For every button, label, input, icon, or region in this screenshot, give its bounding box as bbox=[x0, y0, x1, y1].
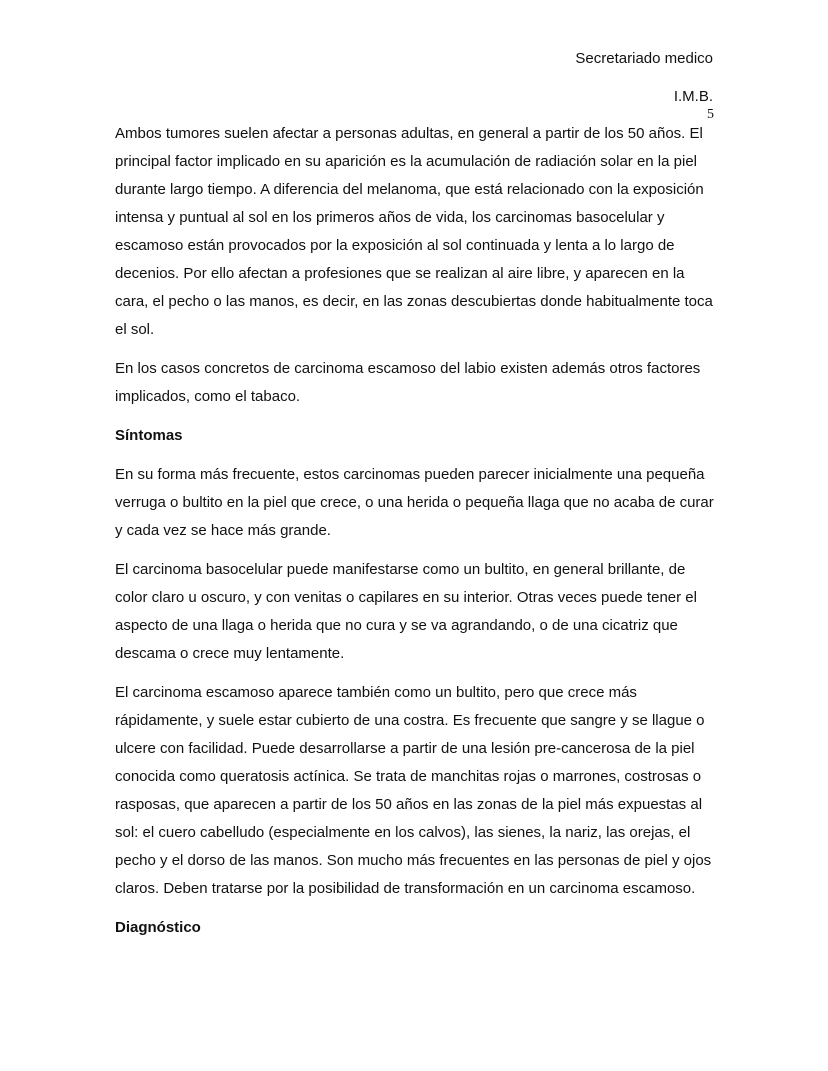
heading-symptoms: Síntomas bbox=[115, 427, 183, 444]
document-body bbox=[115, 120, 715, 953]
header-initials: I.M.B. bbox=[673, 88, 713, 105]
heading-diagnosis: Diagnóstico bbox=[115, 919, 201, 936]
page-number: 5 bbox=[707, 107, 714, 122]
paragraph-symptoms-general: En su forma más frecuente, estos carcinomas pueden parecer inicialmente una pequeña verruga o bultito en la piel que crece, o una herida o pequeña llaga que no acaba de curar y cada vez se hace más grande. bbox=[115, 466, 714, 539]
paragraph-lip-carcinoma: En los casos concretos de carcinoma escamoso del labio existen además otros factores implicados, como el tabaco. bbox=[115, 360, 701, 405]
paragraph-causes: Ambos tumores suelen afectar a personas adultas, en general a partir de los 50 años. El principal factor implicado en su aparición es la acumulación de radiación solar en la piel durante largo tiempo. A diferencia del melanoma, que está relacionado con la exposición intensa y puntual al sol en los primeros años de vida, los carcinomas basocelular y escamoso están provocados por la exposición al sol continuada y lenta a lo largo de decenios. Por ello afectan a profesiones que se realizan al aire libre, y aparecen en la cara, el pecho o las manos, es decir, en las zonas descubiertas donde habitualmente toca el sol. bbox=[115, 125, 713, 338]
paragraph-squamous-cell: El carcinoma escamoso aparece también como un bultito, pero que crece más rápidamente, y suele estar cubierto de una costra. Es frecuente que sangre y se llague o ulcere con facilidad. Puede desarrollarse a partir de una lesión pre-cancerosa de la piel conocida como queratosis actínica. Se trata de manchitas rojas o marrones, costrosas o rasposas, que aparecen a partir de los 50 años en las zonas de la piel más expuestas al sol: el cuero cabelludo (especialmente en los calvos), las sienes, la nariz, las orejas, el pecho y el dorso de las manos. Son mucho más frecuentes en las personas de piel y ojos claros. Deben tratarse por la posibilidad de transformación en un carcinoma escamoso. bbox=[115, 684, 712, 897]
header-title: Secretariado medico bbox=[575, 50, 713, 67]
paragraph-basal-cell: El carcinoma basocelular puede manifestarse como un bultito, en general brillante, de color claro u oscuro, y con venitas o capilares en su interior. Otras veces puede tener el aspecto de una llaga o herida que no cura y se va agrandando, o de una cicatriz que descama o crece muy lentamente. bbox=[115, 561, 697, 662]
